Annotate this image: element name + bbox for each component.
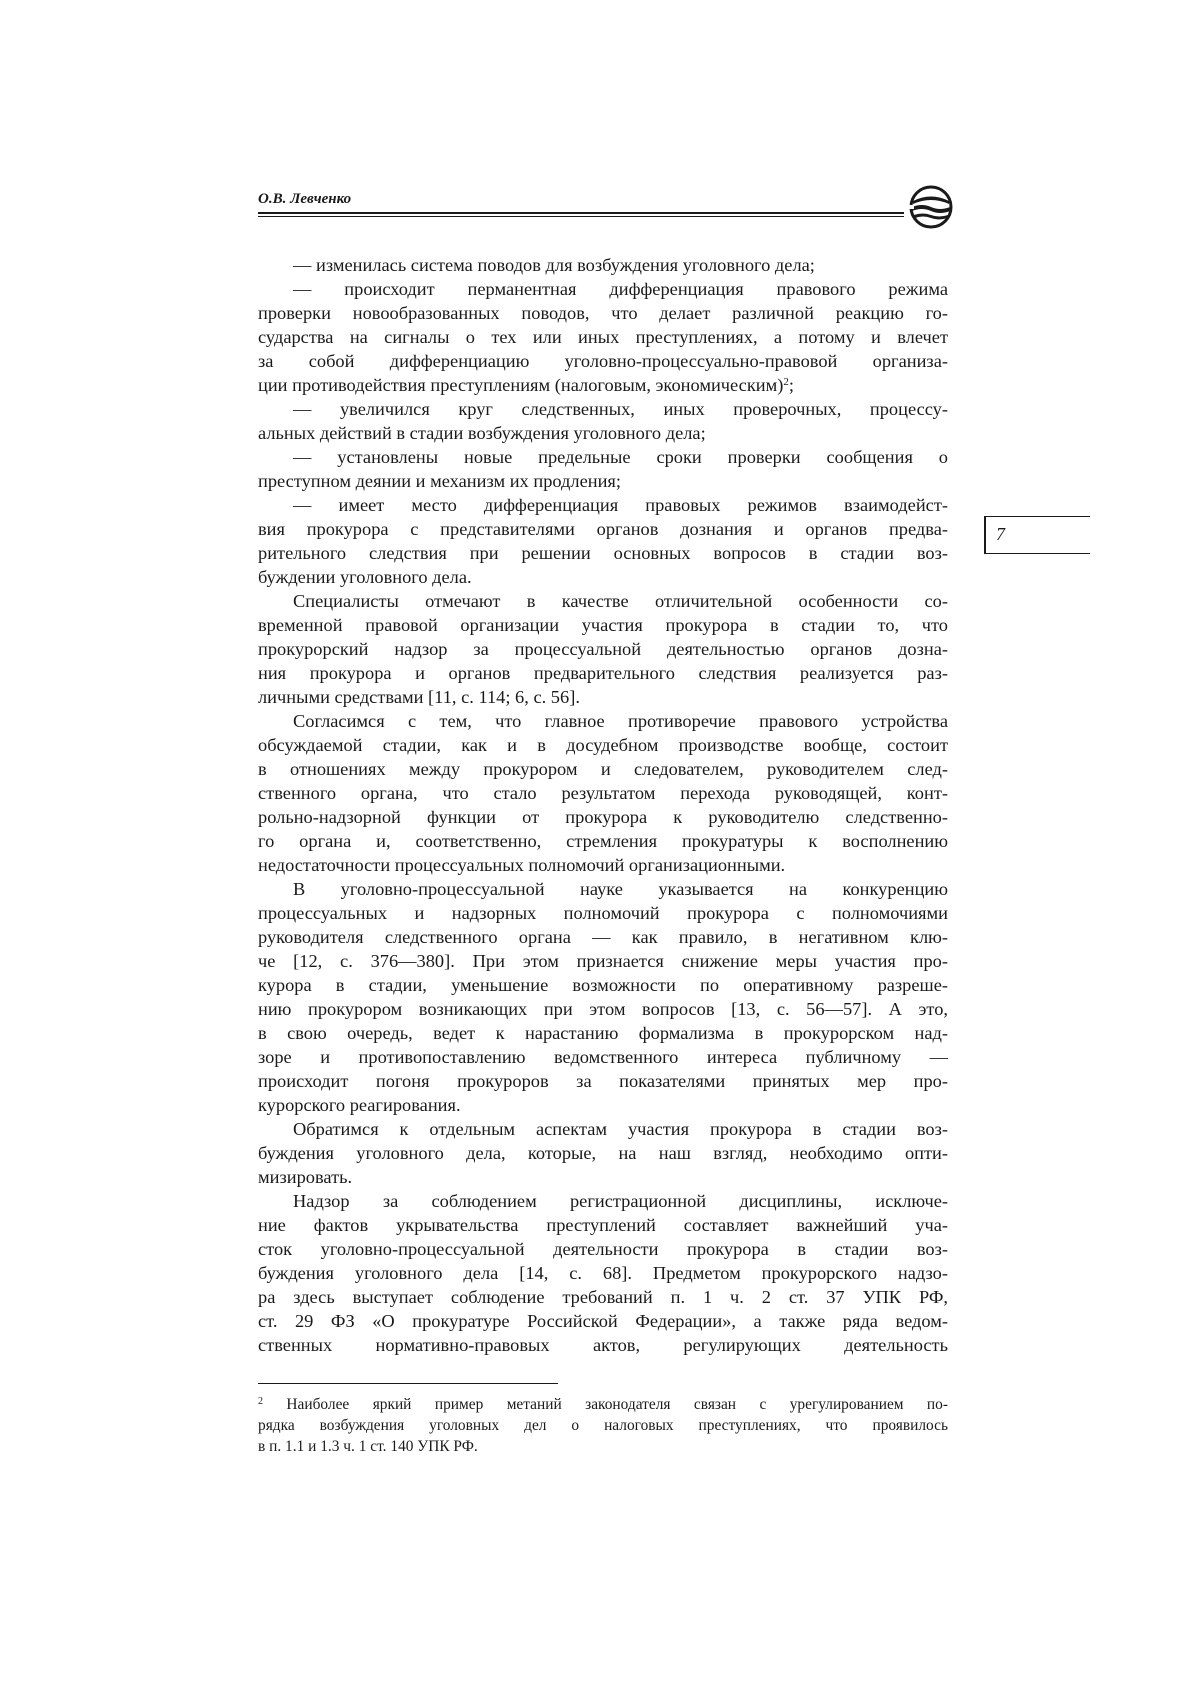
text-line: за собой дифференциацию уголовно-процессуально-правовой организа- (258, 351, 948, 371)
text-line: Обратимся к отдельным аспектам участия прокурора в стадии воз- (293, 1119, 948, 1139)
text-line: буждения уголовного дела [14, с. 68]. Предметом прокурорского надзо- (258, 1263, 948, 1283)
text-line: личными средствами [11, с. 114; 6, с. 56]. (258, 687, 580, 707)
text-line: проверки новообразованных поводов, что делает различной реакцию го- (258, 303, 948, 323)
text-line: ние фактов укрывательства преступлений составляет важнейший уча- (258, 1215, 948, 1235)
text-line: В уголовно-процессуальной науке указывается на конкуренцию (293, 879, 948, 899)
text-line: — имеет место дифференциация правовых режимов взаимодейст- (293, 495, 948, 515)
text-line: Надзор за соблюдением регистрационной дисциплины, исключе- (293, 1191, 948, 1211)
page-number-box (984, 516, 1090, 554)
text-line: Согласимся с тем, что главное противоречие правового устройства (293, 711, 948, 731)
text-line: процессуальных и надзорных полномочий прокурора с полномочиями (258, 903, 948, 923)
main-text (258, 253, 948, 1357)
text-line: — увеличился круг следственных, иных проверочных, процессу- (293, 399, 948, 419)
text-line: буждения уголовного дела, которые, на наш взгляд, необходимо опти- (258, 1143, 948, 1163)
text-line: го органа и, соответственно, стремления прокуратуры к восполнению (258, 831, 948, 851)
journal-logo-icon (908, 184, 954, 230)
text-line: че [12, с. 376—380]. При этом признается снижение меры участия про- (258, 951, 948, 971)
text-line: — изменилась система поводов для возбуждения уголовного дела; (293, 255, 815, 275)
text-line: нию прокурором возникающих при этом вопросов [13, с. 56—57]. А это, (258, 999, 948, 1019)
text-line: ственного органа, что стало результатом перехода руководящей, конт- (258, 783, 948, 803)
header-rule-thin (258, 216, 904, 217)
text-line: альных действий в стадии возбуждения уголовного дела; (258, 423, 706, 443)
text-line: — установлены новые предельные сроки проверки сообщения о (293, 447, 948, 467)
text-line: руководителя следственного органа — как правило, в негативном клю- (258, 927, 948, 947)
text-line: ственных нормативно-правовых актов, регулирующих деятельность (258, 1335, 948, 1355)
text-line-content: ции противодействия преступлениям (налоговым, экономическим) (258, 375, 784, 395)
text-line: временной правовой организации участия прокурора в стадии то, что (258, 615, 948, 635)
footnote-reference[interactable]: 2 (783, 376, 789, 388)
footnote-separator (258, 1383, 558, 1384)
text-line: в отношениях между прокурором и следователем, руководителем след- (258, 759, 948, 779)
footnote-line: рядка возбуждения уголовных дел о налоговых преступлениях, что проявилось (258, 1417, 948, 1434)
text-line: преступном деянии и механизм их продления; (258, 471, 621, 491)
text-line-with-footnote (258, 373, 948, 397)
text-line: рительного следствия при решении основных вопросов в стадии воз- (258, 543, 948, 563)
text-line: сток уголовно-процессуальной деятельности прокурора в стадии воз- (258, 1239, 948, 1259)
footnote (258, 1394, 948, 1457)
text-line: курорского реагирования. (258, 1095, 461, 1115)
text-line: буждении уголовного дела. (258, 567, 472, 587)
header-rule-thick (258, 212, 904, 214)
text-line: — происходит перманентная дифференциация правового режима (293, 279, 948, 299)
text-line: вия прокурора с представителями органов дознания и органов предва- (258, 519, 948, 539)
text-line: мизировать. (258, 1167, 353, 1187)
page-number: 7 (996, 524, 1005, 544)
footnote-line: в п. 1.1 и 1.3 ч. 1 ст. 140 УПК РФ. (258, 1438, 478, 1455)
text-line: в свою очередь, ведет к нарастанию формализма в прокурорском над- (258, 1023, 948, 1043)
text-line: ст. 29 ФЗ «О прокуратуре Российской Федерации», а также ряда ведом- (258, 1311, 948, 1331)
text-line: сударства на сигналы о тех или иных преступлениях, а потому и влечет (258, 327, 948, 347)
text-line: прокурорский надзор за процессуальной деятельностью органов дозна- (258, 639, 948, 659)
text-line: рольно-надзорной функции от прокурора к руководителю следственно- (258, 807, 948, 827)
text-line-tail: ; (788, 375, 794, 395)
text-line: происходит погоня прокуроров за показателями принятых мер про- (258, 1071, 948, 1091)
text-line: ра здесь выступает соблюдение требований п. 1 ч. 2 ст. 37 УПК РФ, (258, 1287, 948, 1307)
text-line: курора в стадии, уменьшение возможности по оперативному разреше- (258, 975, 948, 995)
text-line: Специалисты отмечают в качестве отличительной особенности со- (293, 591, 948, 611)
footnote-marker: 2 (258, 1396, 263, 1407)
footnote-line (258, 1394, 948, 1415)
text-line: ния прокурора и органов предварительного следствия реализуется раз- (258, 663, 948, 683)
text-line: зоре и противопоставлению ведомственного интереса публичному — (258, 1047, 948, 1067)
text-line: обсуждаемой стадии, как и в досудебном производстве вообще, состоит (258, 735, 948, 755)
footnote-line-content: Наиболее яркий пример метаний законодателя связан с урегулированием по- (263, 1396, 948, 1413)
running-header (258, 190, 918, 220)
author-name: О.В. Левченко (258, 191, 352, 207)
text-line: недостаточности процессуальных полномочий организационными. (258, 855, 786, 875)
